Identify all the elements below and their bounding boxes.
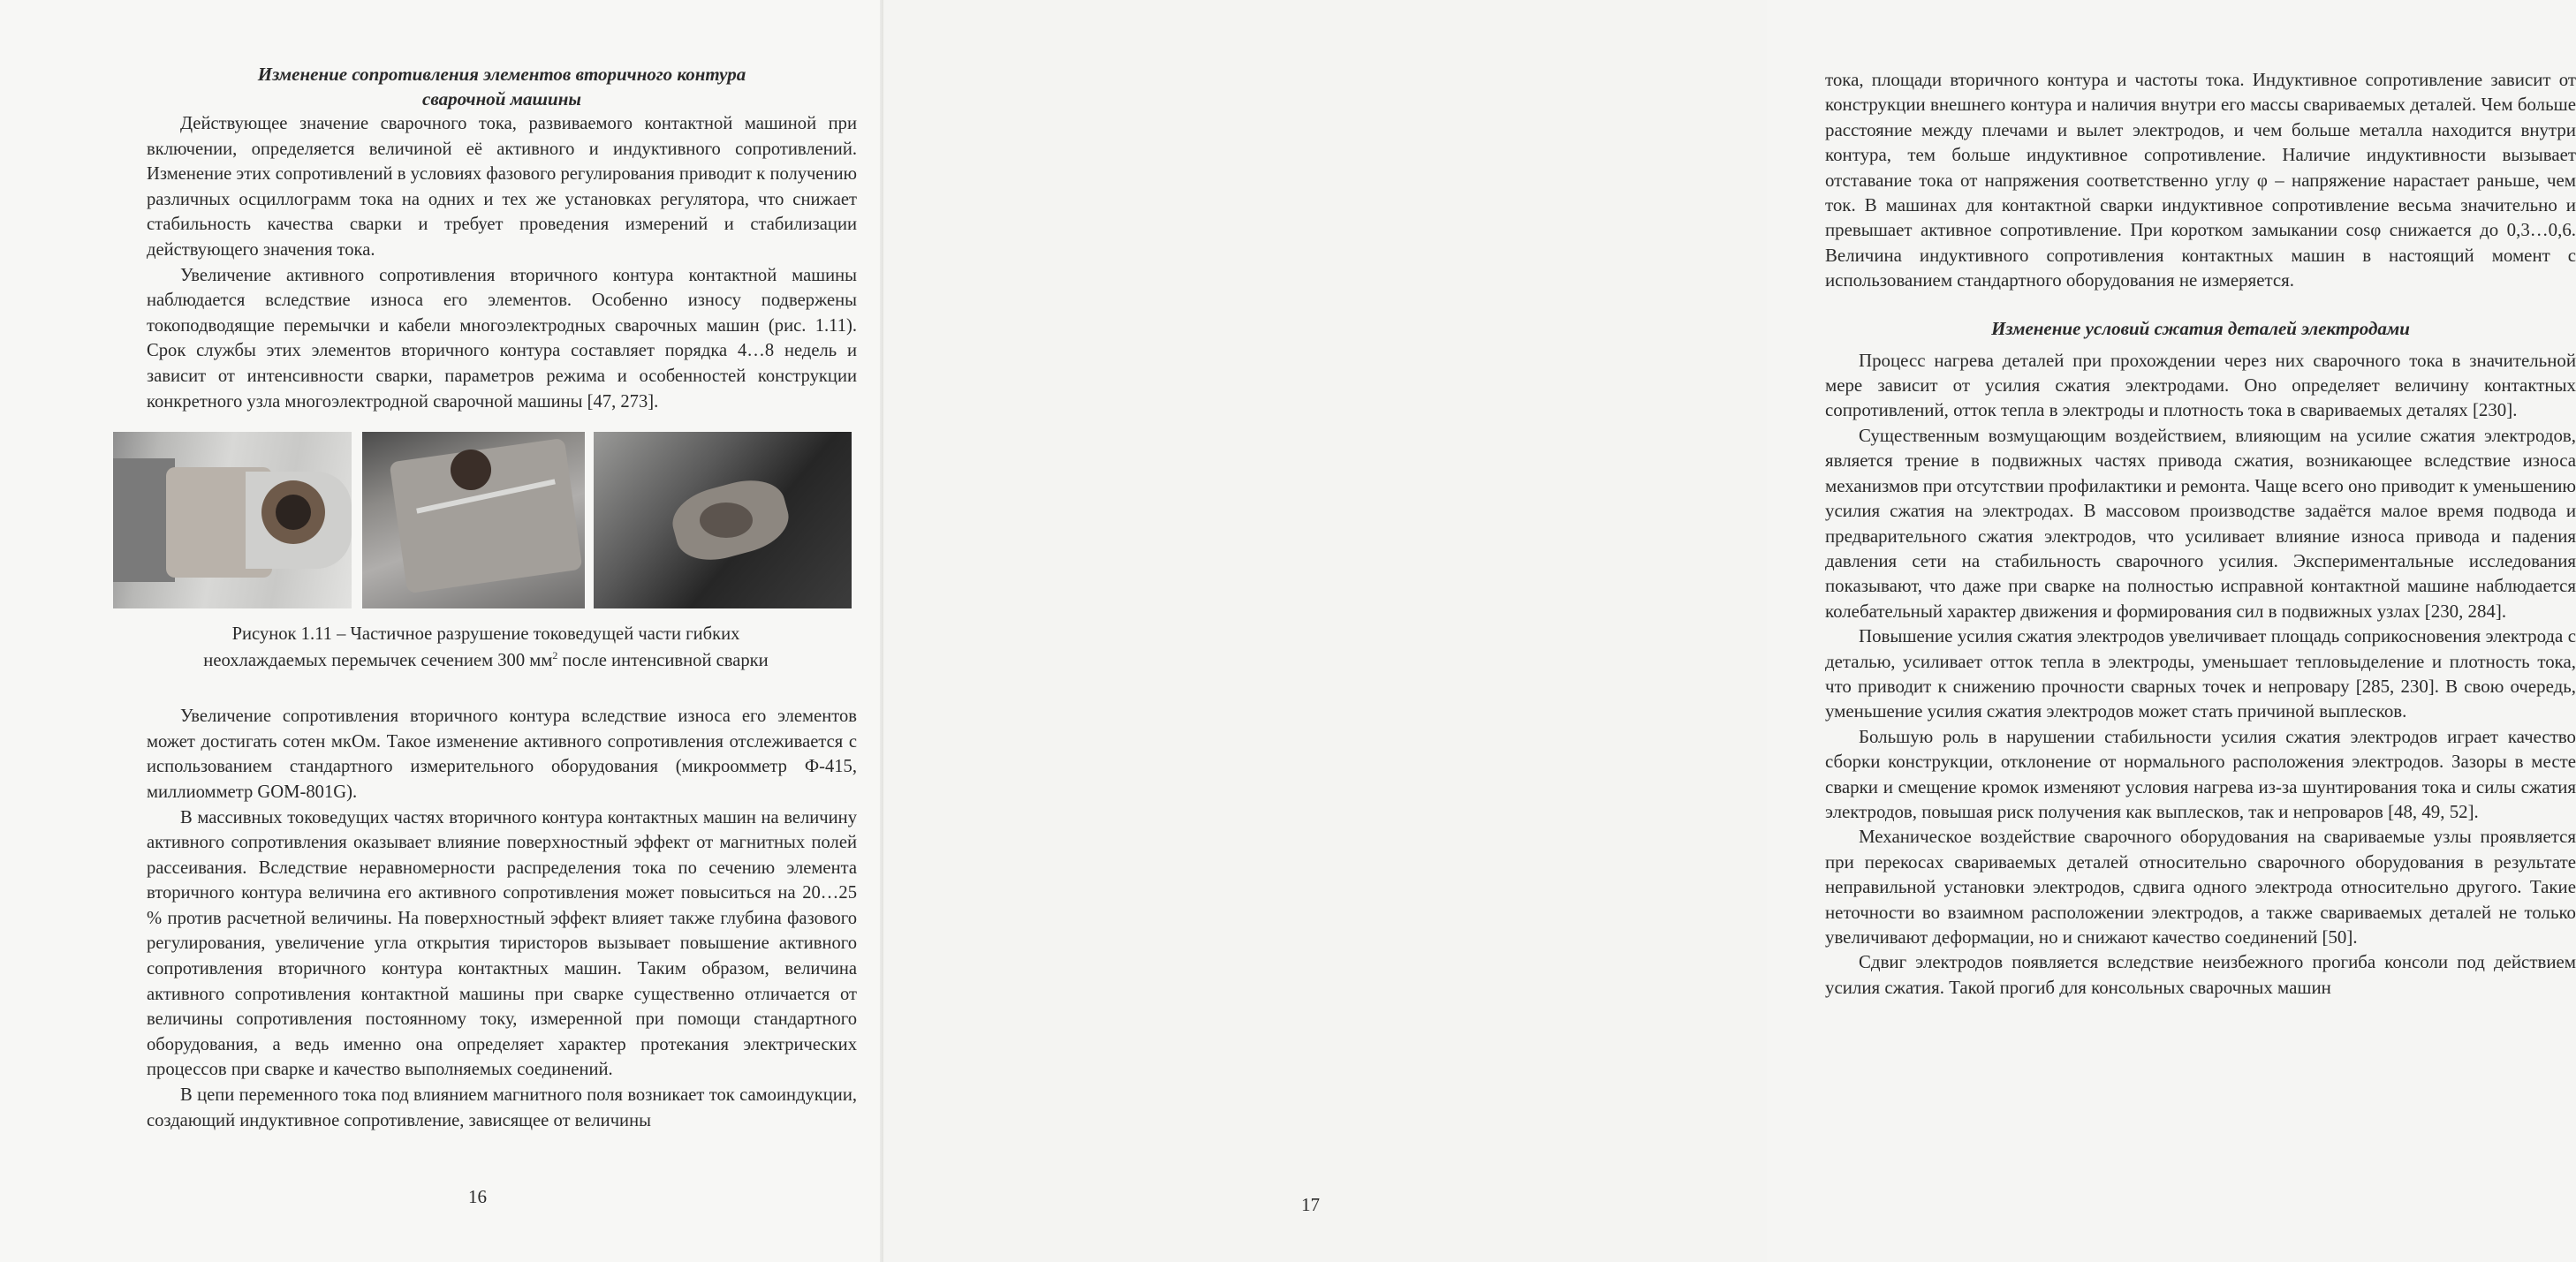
caption-line2-a: неохлаждаемых перемычек сечением 300 мм	[203, 651, 553, 671]
left-page	[0, 0, 883, 1262]
paragraph: Существенным возмущающим воздействием, влияющим на усилие сжатия электродов, является трение в подвижных частях привода сжатия, возникающее вследствие износа механизмов при отсутствии профилактики и ремонта. Чаще всего оно приводит к уменьшению усилия сжатия на электродах. В массовом производстве задаётся малое время подвода и предварительного сжатия электродов, что усиливает влияние износа привода и падения давления сети на стабильность сварочного усилия. Экспериментальные исследования показывают, что даже при сварке на полностью исправной контактной машине наблюдается колебательный характер движения и формирования сил в подвижных узлах [230, 284].	[1825, 424, 2576, 622]
paragraph: Увеличение сопротивления вторичного контура вследствие износа его элементов может достигать сотен мкОм. Такое изменение активного сопротивления отслеживается с использованием стандартного измерительного оборудования (микроомметр Ф-415, миллиомметр GOM-801G).	[147, 707, 857, 802]
figure-photo-1	[113, 432, 352, 608]
right-section-heading: Изменение условий сжатия деталей электродами	[1991, 317, 2410, 339]
left-heading-line2: сварочной машины	[422, 88, 581, 110]
paragraph: В массивных токоведущих частях вторичного контура контактных машин на величину активного сопротивления оказывает влияние поверхностный эффект от магнитных полей рассеивания. Вследствие неравномерности распределения тока по сечению элемента вторичного контура величина его активного сопротивления может повыситься на 20…25 % против расчетной величины. На поверхностный эффект влияет также глубина фазового регулирования, увеличение угла открытия тиристоров вызывает повышение активного сопротивления вторичного контура контактных машин. Таким образом, величина активного сопротивления контактной машины при сварке существенно отличается от величины сопротивления постоянному току, измеренной при помощи стандартного оборудования, а ведь именно она определяет характер протекания электрических процессов при сварке и качество выполняемых соединений.	[147, 807, 857, 1080]
figure-photo-3	[594, 432, 852, 608]
left-text-column	[147, 62, 857, 1133]
left-section-heading	[147, 62, 857, 111]
caption-superscript: 2	[552, 649, 558, 662]
paragraph: Процесс нагрева деталей при прохождении через них сварочного тока в значительной мере зависит от усилия сжатия электродами. Оно определяет величину контактных сопротивлений, отток тепла в электроды и плотность тока в свариваемых деталях [230].	[1825, 349, 2576, 421]
figure-1-11-photos	[147, 432, 857, 608]
paragraph: Большую роль в нарушении стабильности усилия сжатия электродов играет качество сборки конструкции, отклонение от нормального расположения электродов. Зазоры в месте сварки и смещение кромок изменяют условия нагрева из-за шунтирования тока и силы сжатия электродов, повышая риск получения как выплесков, так и непроваров [48, 49, 52].	[1825, 725, 2576, 822]
figure-photo-2	[362, 432, 585, 608]
left-heading-line1: Изменение сопротивления элементов вторичного контура	[257, 64, 746, 85]
paragraph: В цепи переменного тока под влиянием магнитного поля возникает ток самоиндукции, создающий индуктивное сопротивление, зависящее от величины	[147, 1085, 857, 1130]
paragraph: Повышение усилия сжатия электродов увеличивает площадь соприкосновения электрода с деталью, усиливает отток тепла в электроды, уменьшает тепловыделение и плотность тока, что приводит к снижению прочности сварных точек и непровару [285, 230]. В свою очередь, уменьшение усилия сжатия электродов может стать причиной выплесков.	[1825, 625, 2576, 722]
caption-line1: Рисунок 1.11 – Частичное разрушение токоведущей части гибких	[231, 624, 740, 645]
paragraph: Увеличение активного сопротивления вторичного контура контактной машины наблюдается вследствие износа его элементов. Особенно износу подвержены токоподводящие перемычки и кабели многоэлектродных сварочных машин (рис. 1.11). Срок службы этих элементов вторичного контура составляет порядка 4…8 недель и зависит от интенсивности сварки, параметров режима и особенностей конструкции конкретного узла многоэлектродной сварочной машины [47, 273].	[147, 265, 857, 412]
page-number-left: 16	[468, 1186, 487, 1207]
paragraph: Действующее значение сварочного тока, развиваемого контактной машиной при включении, определяется величиной её активного и индуктивного сопротивлений. Изменение этих сопротивлений в условиях фазового регулирования приводит к получению различных осциллограмм тока на одних и тех же установках регулятора, что снижает стабильность качества сварки и требует проведения измерений и стабилизации действующего значения тока.	[147, 114, 857, 260]
paragraph: Механическое воздействие сварочного оборудования на свариваемые узлы проявляется при перекосах свариваемых деталей относительно сварочного оборудования в результате неправильной установки электродов, сдвига одного электрода относительно другого. Такие неточности во взаимном расположении электродов, а также свариваемых деталей не только увеличивают деформации, но и снижают качество соединений [50].	[1825, 826, 2576, 948]
page-number-right: 17	[1301, 1194, 1320, 1215]
right-page	[883, 0, 2576, 1262]
continuation-paragraph: тока, площади вторичного контура и частоты тока. Индуктивное сопротивление зависит от конструкции внешнего контура и наличия внутри его массы свариваемых деталей. Чем больше расстояние между плечами и вылет электродов, и чем больше металла находится внутри контура, тем больше индуктивное сопротивление. Наличие индуктивности вызывает отставание тока от напряжения соответственно углу φ – напряжение нарастает раньше, чем ток. В машинах для контактной сварки индуктивное сопротивление весьма значительно и превышает активное сопротивление. При коротком замыкании cosφ снижается до 0,3…0,6. Величина индуктивного сопротивления контактных машин в настоящий момент с использованием стандартного оборудования не измеряется.	[1825, 69, 2576, 291]
caption-line2-b: после интенсивной сварки	[557, 651, 769, 671]
figure-caption	[115, 621, 857, 674]
paragraph: Сдвиг электродов появляется вследствие неизбежного прогиба консоли под действием усилия сжатия. Такой прогиб для консольных сварочных машин	[1825, 951, 2576, 998]
right-text-column	[1825, 67, 2576, 1000]
